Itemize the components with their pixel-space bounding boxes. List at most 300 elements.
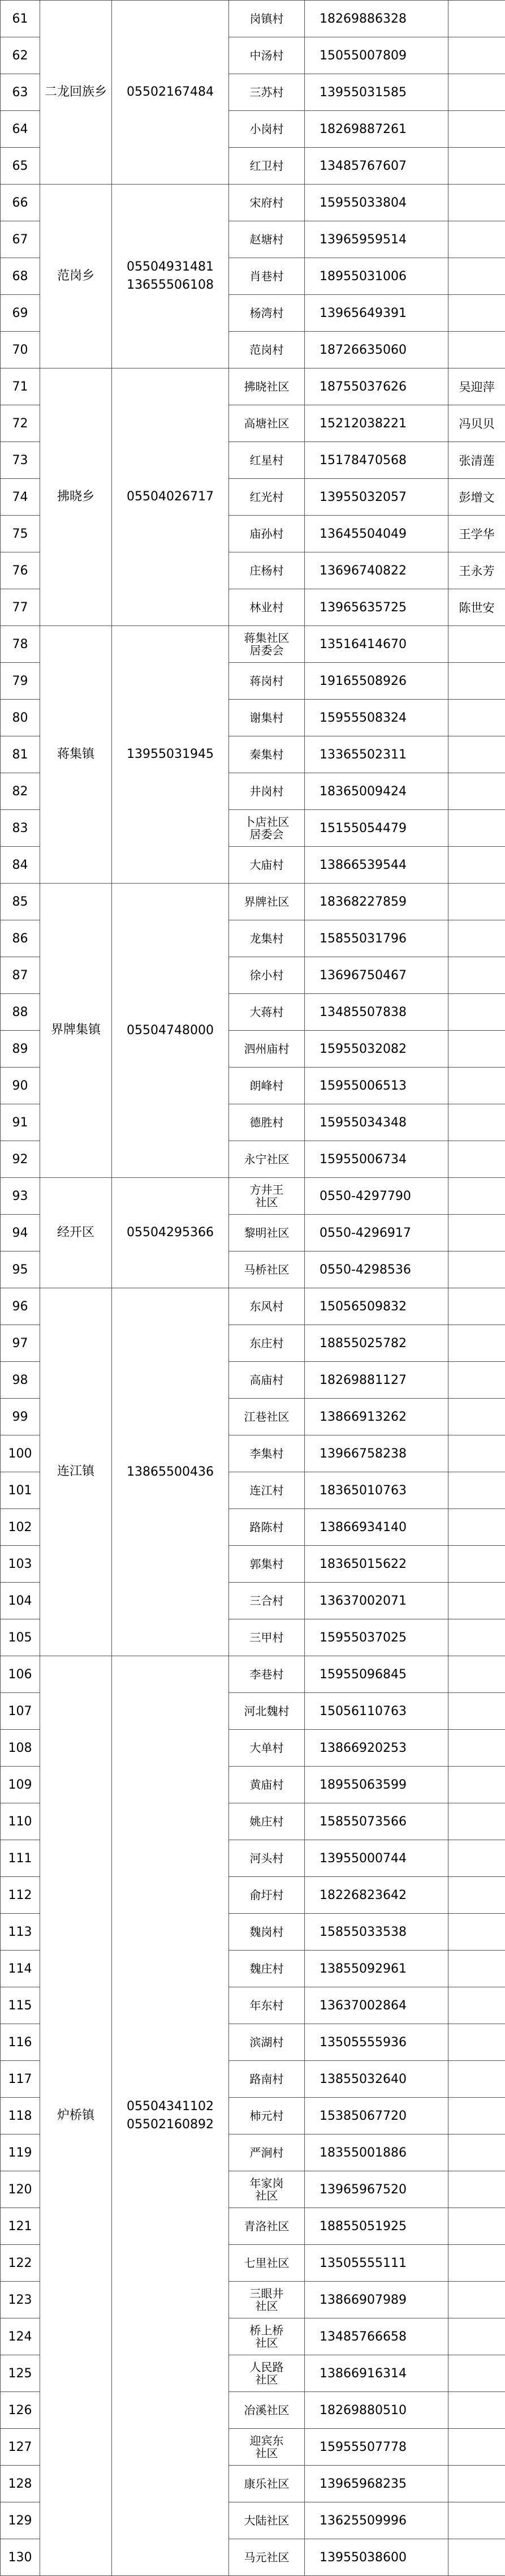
row-number-cell: 112 (1, 1877, 40, 1914)
table-row (1, 1, 505, 37)
table-row (1, 626, 505, 663)
village-name-cell: 迎宾东 社区 (229, 2429, 305, 2466)
row-number-cell: 127 (1, 2429, 40, 2466)
contact-person-cell (448, 1509, 505, 1546)
row-number-cell: 115 (1, 1987, 40, 2024)
contact-person-cell (448, 2539, 505, 2576)
table-row (1, 1178, 505, 1215)
village-name-cell: 黎明社区 (229, 1215, 305, 1251)
contact-person-cell (448, 2318, 505, 2355)
village-name-cell: 大庙村 (229, 847, 305, 884)
contact-person-cell (448, 332, 505, 368)
row-number-cell: 97 (1, 1325, 40, 1362)
row-number-cell: 84 (1, 847, 40, 884)
village-phone-cell: 15212038221 (305, 405, 448, 442)
contact-person-cell (448, 2024, 505, 2061)
contact-person-cell (448, 2355, 505, 2392)
row-number-cell: 75 (1, 516, 40, 552)
row-number-cell: 101 (1, 1472, 40, 1509)
row-number-cell: 124 (1, 2318, 40, 2355)
village-name-cell: 高塘社区 (229, 405, 305, 442)
village-name-cell: 路陈村 (229, 1509, 305, 1546)
contact-person-cell (448, 2061, 505, 2098)
contact-person-cell (448, 810, 505, 847)
contact-person-cell (448, 847, 505, 884)
village-name-cell: 连江村 (229, 1472, 305, 1509)
town-name-cell: 蒋集镇 (40, 626, 112, 884)
contact-person-cell (448, 37, 505, 74)
village-phone-cell: 15955507778 (305, 2429, 448, 2466)
row-number-cell: 106 (1, 1656, 40, 1693)
village-phone-cell: 18955063599 (305, 1767, 448, 1803)
village-name-cell: 康乐社区 (229, 2466, 305, 2502)
village-name-cell: 姚庄村 (229, 1803, 305, 1840)
village-phone-cell: 13696750467 (305, 957, 448, 994)
row-number-cell: 94 (1, 1215, 40, 1251)
village-name-cell: 江巷社区 (229, 1399, 305, 1435)
village-phone-cell: 15056110763 (305, 1693, 448, 1730)
village-phone-cell: 13966758238 (305, 1435, 448, 1472)
village-name-cell: 红星村 (229, 442, 305, 479)
row-number-cell: 64 (1, 111, 40, 148)
village-name-cell: 中汤村 (229, 37, 305, 74)
contact-person-cell (448, 2134, 505, 2171)
village-phone-cell: 13505555936 (305, 2024, 448, 2061)
village-phone-cell: 13955031585 (305, 74, 448, 111)
row-number-cell: 123 (1, 2282, 40, 2318)
row-number-cell: 71 (1, 368, 40, 405)
village-name-cell: 大蒋村 (229, 994, 305, 1031)
contact-person-cell (448, 1, 505, 37)
village-phone-cell: 15855073566 (305, 1803, 448, 1840)
village-phone-cell: 13625509996 (305, 2502, 448, 2539)
village-name-cell: 界牌社区 (229, 884, 305, 920)
village-phone-cell: 18269886328 (305, 1, 448, 37)
village-name-cell: 东风村 (229, 1288, 305, 1325)
table-row (1, 1288, 505, 1325)
contact-person-cell: 陈世安 (448, 589, 505, 626)
village-phone-cell: 13866539544 (305, 847, 448, 884)
row-number-cell: 122 (1, 2245, 40, 2282)
village-name-cell: 永宁社区 (229, 1141, 305, 1178)
village-name-cell: 东庄村 (229, 1325, 305, 1362)
village-phone-cell: 18269881127 (305, 1362, 448, 1399)
contact-person-cell (448, 111, 505, 148)
contact-person-cell (448, 957, 505, 994)
row-number-cell: 72 (1, 405, 40, 442)
row-number-cell: 118 (1, 2098, 40, 2134)
contact-person-cell (448, 2392, 505, 2429)
town-name-cell: 拂晓乡 (40, 368, 112, 626)
contact-person-cell (448, 1987, 505, 2024)
row-number-cell: 103 (1, 1546, 40, 1583)
row-number-cell: 126 (1, 2392, 40, 2429)
village-phone-cell: 13866934140 (305, 1509, 448, 1546)
contact-person-cell (448, 736, 505, 773)
village-name-cell: 红卫村 (229, 148, 305, 185)
village-name-cell: 朗峰村 (229, 1068, 305, 1104)
village-phone-cell: 13866913262 (305, 1399, 448, 1435)
row-number-cell: 69 (1, 295, 40, 332)
village-phone-cell: 18365010763 (305, 1472, 448, 1509)
row-number-cell: 88 (1, 994, 40, 1031)
village-name-cell: 桥上桥 社区 (229, 2318, 305, 2355)
contact-person-cell (448, 1730, 505, 1767)
village-phone-cell: 15385067720 (305, 2098, 448, 2134)
village-name-cell: 谢集村 (229, 700, 305, 736)
village-phone-cell: 18755037626 (305, 368, 448, 405)
town-phone-cell: 05502167484 (112, 1, 229, 185)
row-number-cell: 130 (1, 2539, 40, 2576)
contact-person-cell: 吴迎萍 (448, 368, 505, 405)
village-name-cell: 三甲村 (229, 1619, 305, 1656)
row-number-cell: 89 (1, 1031, 40, 1068)
town-phone-cell: 05504931481 13655506108 (112, 185, 229, 368)
town-name-cell: 范岗乡 (40, 185, 112, 368)
contact-person-cell (448, 2171, 505, 2208)
village-name-cell: 李巷村 (229, 1656, 305, 1693)
row-number-cell: 104 (1, 1583, 40, 1619)
village-name-cell: 林业村 (229, 589, 305, 626)
village-name-cell: 龙集村 (229, 920, 305, 957)
village-name-cell: 肖巷村 (229, 258, 305, 295)
contact-person-cell (448, 1767, 505, 1803)
village-phone-cell: 15955034348 (305, 1104, 448, 1141)
row-number-cell: 62 (1, 37, 40, 74)
village-phone-cell: 13485507838 (305, 994, 448, 1031)
village-name-cell: 俞圩村 (229, 1877, 305, 1914)
row-number-cell: 125 (1, 2355, 40, 2392)
village-name-cell: 德胜村 (229, 1104, 305, 1141)
contact-person-cell (448, 1619, 505, 1656)
contact-person-cell (448, 2466, 505, 2502)
village-name-cell: 宋府村 (229, 185, 305, 221)
row-number-cell: 78 (1, 626, 40, 663)
village-phone-cell: 13965649391 (305, 295, 448, 332)
village-phone-cell: 13637002864 (305, 1987, 448, 2024)
contact-person-cell (448, 1104, 505, 1141)
contact-person-cell: 王永芳 (448, 552, 505, 589)
row-number-cell: 73 (1, 442, 40, 479)
village-name-cell: 河头村 (229, 1840, 305, 1877)
contact-person-cell (448, 1546, 505, 1583)
row-number-cell: 119 (1, 2134, 40, 2171)
contact-person-cell (448, 2429, 505, 2466)
row-number-cell: 99 (1, 1399, 40, 1435)
row-number-cell: 74 (1, 479, 40, 516)
contact-person-cell (448, 773, 505, 810)
village-phone-cell: 13965967520 (305, 2171, 448, 2208)
contact-person-cell: 王学华 (448, 516, 505, 552)
contact-person-cell (448, 1068, 505, 1104)
row-number-cell: 98 (1, 1362, 40, 1399)
village-name-cell: 李集村 (229, 1435, 305, 1472)
contact-person-cell (448, 1840, 505, 1877)
row-number-cell: 116 (1, 2024, 40, 2061)
town-phone-cell: 05504026717 (112, 368, 229, 626)
row-number-cell: 67 (1, 221, 40, 258)
row-number-cell: 95 (1, 1251, 40, 1288)
row-number-cell: 107 (1, 1693, 40, 1730)
town-name-cell: 炉桥镇 (40, 1656, 112, 2576)
contact-person-cell (448, 1877, 505, 1914)
row-number-cell: 68 (1, 258, 40, 295)
contact-person-cell (448, 1914, 505, 1951)
village-phone-cell: 0550-4296917 (305, 1215, 448, 1251)
row-number-cell: 61 (1, 1, 40, 37)
village-phone-cell: 19165508926 (305, 663, 448, 700)
row-number-cell: 81 (1, 736, 40, 773)
village-phone-cell: 15855031796 (305, 920, 448, 957)
village-name-cell: 杨湾村 (229, 295, 305, 332)
row-number-cell: 96 (1, 1288, 40, 1325)
village-name-cell: 郭集村 (229, 1546, 305, 1583)
village-phone-cell: 15955032082 (305, 1031, 448, 1068)
village-name-cell: 红光村 (229, 479, 305, 516)
row-number-cell: 100 (1, 1435, 40, 1472)
village-name-cell: 卜店社区 居委会 (229, 810, 305, 847)
village-name-cell: 范岗村 (229, 332, 305, 368)
village-name-cell: 大单村 (229, 1730, 305, 1767)
village-phone-cell: 13866916314 (305, 2355, 448, 2392)
contact-person-cell (448, 295, 505, 332)
contact-person-cell (448, 2502, 505, 2539)
row-number-cell: 65 (1, 148, 40, 185)
town-name-cell: 界牌集镇 (40, 884, 112, 1178)
village-phone-cell: 13485766658 (305, 2318, 448, 2355)
village-phone-cell: 13645504049 (305, 516, 448, 552)
row-number-cell: 66 (1, 185, 40, 221)
village-name-cell: 秦集村 (229, 736, 305, 773)
row-number-cell: 105 (1, 1619, 40, 1656)
contact-person-cell (448, 1656, 505, 1693)
row-number-cell: 83 (1, 810, 40, 847)
village-name-cell: 庄杨村 (229, 552, 305, 589)
village-phone-cell: 13855092961 (305, 1951, 448, 1987)
village-phone-cell: 13365502311 (305, 736, 448, 773)
village-name-cell: 蒋集社区 居委会 (229, 626, 305, 663)
contact-person-cell (448, 700, 505, 736)
contact-person-cell (448, 1215, 505, 1251)
town-phone-cell: 05504295366 (112, 1178, 229, 1288)
village-phone-cell: 18365009424 (305, 773, 448, 810)
contact-person-cell: 张清莲 (448, 442, 505, 479)
contact-person-cell (448, 2245, 505, 2282)
village-phone-cell: 18368227859 (305, 884, 448, 920)
contact-person-cell (448, 148, 505, 185)
contact-person-cell (448, 1435, 505, 1472)
village-phone-cell: 0550-4298536 (305, 1251, 448, 1288)
village-name-cell: 大陆社区 (229, 2502, 305, 2539)
village-name-cell: 青洛社区 (229, 2208, 305, 2245)
table-body (1, 1, 505, 2576)
town-phone-cell: 05504341102 05502160892 (112, 1656, 229, 2576)
row-number-cell: 114 (1, 1951, 40, 1987)
contact-person-cell: 冯贝贝 (448, 405, 505, 442)
village-phone-cell: 18955031006 (305, 258, 448, 295)
contact-person-cell (448, 994, 505, 1031)
village-phone-cell: 18365015622 (305, 1546, 448, 1583)
row-number-cell: 93 (1, 1178, 40, 1215)
village-name-cell: 滨湖村 (229, 2024, 305, 2061)
row-number-cell: 86 (1, 920, 40, 957)
village-name-cell: 高庙村 (229, 1362, 305, 1399)
village-name-cell: 年东村 (229, 1987, 305, 2024)
table-row (1, 884, 505, 920)
contact-person-cell (448, 884, 505, 920)
village-name-cell: 年家岗 社区 (229, 2171, 305, 2208)
village-phone-cell: 13965635725 (305, 589, 448, 626)
contact-person-cell (448, 920, 505, 957)
village-name-cell: 七里社区 (229, 2245, 305, 2282)
village-phone-cell: 13866920253 (305, 1730, 448, 1767)
village-name-cell: 严涧村 (229, 2134, 305, 2171)
village-phone-cell: 13516414670 (305, 626, 448, 663)
contact-person-cell (448, 2282, 505, 2318)
row-number-cell: 128 (1, 2466, 40, 2502)
village-phone-cell: 18269880510 (305, 2392, 448, 2429)
village-name-cell: 泗州庙村 (229, 1031, 305, 1068)
village-name-cell: 河北魏村 (229, 1693, 305, 1730)
town-name-cell: 经开区 (40, 1178, 112, 1288)
village-phone-cell: 15056509832 (305, 1288, 448, 1325)
village-phone-cell: 18269887261 (305, 111, 448, 148)
contact-person-cell (448, 2098, 505, 2134)
contact-person-cell (448, 1803, 505, 1840)
village-phone-cell: 15955033804 (305, 185, 448, 221)
contact-person-cell (448, 1325, 505, 1362)
village-name-cell: 三苏村 (229, 74, 305, 111)
table-row (1, 368, 505, 405)
village-phone-cell: 13965968235 (305, 2466, 448, 2502)
row-number-cell: 70 (1, 332, 40, 368)
row-number-cell: 77 (1, 589, 40, 626)
village-name-cell: 魏庄村 (229, 1951, 305, 1987)
row-number-cell: 129 (1, 2502, 40, 2539)
village-name-cell: 马元社区 (229, 2539, 305, 2576)
village-phone-cell: 18855025782 (305, 1325, 448, 1362)
town-name-cell: 二龙回族乡 (40, 1, 112, 185)
village-phone-cell: 18726635060 (305, 332, 448, 368)
village-name-cell: 庙孙村 (229, 516, 305, 552)
town-phone-cell: 13955031945 (112, 626, 229, 884)
village-phone-cell: 13505555111 (305, 2245, 448, 2282)
contact-person-cell (448, 1399, 505, 1435)
village-name-cell: 拂晓社区 (229, 368, 305, 405)
village-phone-cell: 15055007809 (305, 37, 448, 74)
village-phone-cell: 13485767607 (305, 148, 448, 185)
village-name-cell: 岗镇村 (229, 1, 305, 37)
table-row (1, 185, 505, 221)
village-phone-cell: 15955006513 (305, 1068, 448, 1104)
village-phone-cell: 13696740822 (305, 552, 448, 589)
contact-person-cell (448, 663, 505, 700)
village-name-cell: 人民路 社区 (229, 2355, 305, 2392)
village-name-cell: 黄庙村 (229, 1767, 305, 1803)
village-name-cell: 路南村 (229, 2061, 305, 2098)
contact-person-cell (448, 1251, 505, 1288)
town-name-cell: 连江镇 (40, 1288, 112, 1656)
contact-person-cell (448, 258, 505, 295)
row-number-cell: 110 (1, 1803, 40, 1840)
row-number-cell: 108 (1, 1730, 40, 1767)
village-name-cell: 柿元村 (229, 2098, 305, 2134)
town-phone-cell: 05504748000 (112, 884, 229, 1178)
contact-person-cell (448, 221, 505, 258)
village-name-cell: 冶溪社区 (229, 2392, 305, 2429)
table-row (1, 1656, 505, 1693)
town-phone-cell: 13865500436 (112, 1288, 229, 1656)
village-phone-cell: 13637002071 (305, 1583, 448, 1619)
contact-person-cell (448, 1031, 505, 1068)
village-phone-cell: 15955096845 (305, 1656, 448, 1693)
village-phone-cell: 15955037025 (305, 1619, 448, 1656)
village-phone-cell: 15855033538 (305, 1914, 448, 1951)
village-phone-cell: 15178470568 (305, 442, 448, 479)
village-phone-cell: 13955000744 (305, 1840, 448, 1877)
row-number-cell: 79 (1, 663, 40, 700)
village-name-cell: 三眼井 社区 (229, 2282, 305, 2318)
row-number-cell: 76 (1, 552, 40, 589)
village-phone-cell: 15955508324 (305, 700, 448, 736)
contact-person-cell: 彭增文 (448, 479, 505, 516)
row-number-cell: 80 (1, 700, 40, 736)
village-phone-cell: 13965959514 (305, 221, 448, 258)
contact-person-cell (448, 626, 505, 663)
contact-person-cell (448, 1288, 505, 1325)
contact-person-cell (448, 2208, 505, 2245)
row-number-cell: 113 (1, 1914, 40, 1951)
contact-person-cell (448, 1362, 505, 1399)
village-name-cell: 井岗村 (229, 773, 305, 810)
row-number-cell: 91 (1, 1104, 40, 1141)
village-phone-cell: 15155054479 (305, 810, 448, 847)
village-name-cell: 赵塘村 (229, 221, 305, 258)
village-name-cell: 魏岗村 (229, 1914, 305, 1951)
row-number-cell: 85 (1, 884, 40, 920)
village-name-cell: 三合村 (229, 1583, 305, 1619)
village-name-cell: 方井王 社区 (229, 1178, 305, 1215)
contact-person-cell (448, 1141, 505, 1178)
village-phone-cell: 15955006734 (305, 1141, 448, 1178)
contact-person-cell (448, 1472, 505, 1509)
contact-person-cell (448, 74, 505, 111)
row-number-cell: 90 (1, 1068, 40, 1104)
village-name-cell: 徐小村 (229, 957, 305, 994)
contact-person-cell (448, 1693, 505, 1730)
row-number-cell: 117 (1, 2061, 40, 2098)
village-phone-cell: 13855032640 (305, 2061, 448, 2098)
village-name-cell: 马桥社区 (229, 1251, 305, 1288)
village-phone-cell: 0550-4297790 (305, 1178, 448, 1215)
contact-person-cell (448, 1951, 505, 1987)
row-number-cell: 63 (1, 74, 40, 111)
village-name-cell: 蒋岗村 (229, 663, 305, 700)
row-number-cell: 82 (1, 773, 40, 810)
row-number-cell: 120 (1, 2171, 40, 2208)
village-phone-cell: 18355001886 (305, 2134, 448, 2171)
village-phone-cell: 18226823642 (305, 1877, 448, 1914)
row-number-cell: 111 (1, 1840, 40, 1877)
village-name-cell: 小岗村 (229, 111, 305, 148)
row-number-cell: 87 (1, 957, 40, 994)
village-phone-cell: 13866907989 (305, 2282, 448, 2318)
village-phone-cell: 13955038600 (305, 2539, 448, 2576)
village-phone-cell: 13955032057 (305, 479, 448, 516)
row-number-cell: 102 (1, 1509, 40, 1546)
row-number-cell: 121 (1, 2208, 40, 2245)
contact-person-cell (448, 1583, 505, 1619)
